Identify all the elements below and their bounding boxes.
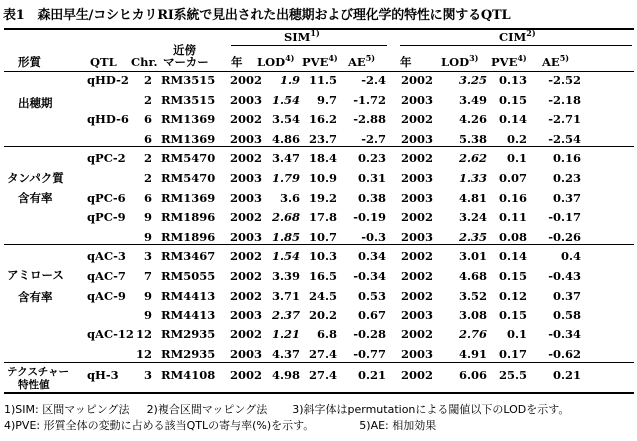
sim-ae-cell: -0.3 (361, 230, 386, 244)
group-rule-h (4, 362, 634, 363)
cim-ae-cell: 0.37 (552, 289, 581, 303)
qtl-cell: qAC-7 (87, 269, 126, 283)
sim-year-cell: 2002 (229, 289, 262, 303)
sim-ae-cell: 0.21 (357, 368, 386, 382)
marker-cell: RM3515 (161, 73, 216, 87)
sim-pve-header: PVE$^{4)}$ (302, 53, 338, 69)
cim-rule (400, 45, 632, 46)
cim-lod-cell: 5.38 (458, 132, 487, 146)
qtl-header: QTL (90, 55, 117, 69)
sim-year-cell: 2003 (229, 230, 262, 244)
sim-lod-cell: 4.86 (271, 132, 300, 146)
cim-lod-cell: 2.35 (458, 230, 487, 244)
chr-cell: 9 (143, 289, 152, 303)
chr-cell: 9 (143, 210, 152, 224)
cim-lod-cell: 2.62 (458, 151, 487, 165)
cim-pve-cell: 0.12 (498, 289, 527, 303)
marker-cell: RM5470 (161, 151, 216, 165)
note-line-1: 1)SIM: 区間マッピング法 2)複合区間マッピング法 3)斜字体はpermutationによる閾値以下のLODを示す。 (4, 403, 570, 416)
sim-ae-cell: -0.34 (353, 269, 386, 283)
cim-ae-cell: -2.52 (548, 73, 581, 87)
chr-cell: 2 (143, 93, 152, 107)
chr-cell: 2 (143, 151, 152, 165)
sim-pve-cell: 27.4 (308, 347, 337, 361)
sim-pve-cell: 10.9 (308, 171, 337, 185)
sim-lod-cell: 1.54 (271, 93, 300, 107)
cim-lod-cell: 3.24 (458, 210, 487, 224)
sim-lod-cell: 1.85 (271, 230, 300, 244)
cim-lod-header: LOD$^{3)}$ (441, 53, 479, 69)
chr-cell: 3 (143, 368, 152, 382)
sim-pve-cell: 16.5 (308, 269, 337, 283)
sim-lod-cell: 3.71 (271, 289, 300, 303)
sim-lod-cell: 1.9 (279, 73, 300, 87)
cim-ae-cell: -0.26 (548, 230, 581, 244)
sim-year-cell: 2003 (229, 191, 262, 205)
sim-ae-cell: 0.53 (357, 289, 386, 303)
sim-pve-cell: 17.8 (308, 210, 337, 224)
qtl-cell: qPC-2 (87, 151, 126, 165)
chr-cell: 7 (143, 269, 152, 283)
cim-pve-cell: 0.11 (498, 210, 527, 224)
sim-ae-cell: -1.72 (353, 93, 386, 107)
marker-header-top: 近傍 (173, 43, 196, 57)
sim-year-cell: 2002 (229, 151, 262, 165)
cim-year-cell: 2003 (400, 230, 433, 244)
sim-year-header: 年 (231, 55, 243, 69)
marker-cell: RM1369 (161, 132, 216, 146)
sim-pve-cell: 24.5 (308, 289, 337, 303)
sim-ae-cell: -2.4 (361, 73, 386, 87)
cim-ae-cell: -0.62 (548, 347, 581, 361)
cim-ae-cell: -0.43 (548, 269, 581, 283)
cim-ae-cell: 0.23 (552, 171, 581, 185)
sim-pve-cell: 18.4 (308, 151, 337, 165)
trait-heading-date: 出穂期 (18, 96, 53, 110)
sim-lod-cell: 3.6 (279, 191, 300, 205)
cim-ae-cell: 0.21 (552, 368, 581, 382)
qtl-cell: qPC-6 (87, 191, 126, 205)
qtl-cell: qAC-3 (87, 249, 126, 263)
cim-year-cell: 2002 (400, 249, 433, 263)
sim-ae-cell: -0.28 (353, 327, 386, 341)
cim-lod-cell: 3.08 (458, 308, 487, 322)
qtl-cell: qAC-9 (87, 289, 126, 303)
bottom-rule (4, 392, 634, 394)
trait-protein-2: 含有率 (18, 191, 53, 205)
cim-ae-cell: 0.4 (560, 249, 581, 263)
chr-cell: 12 (135, 347, 152, 361)
chr-cell: 6 (143, 191, 152, 205)
sim-ae-cell: -0.77 (353, 347, 386, 361)
cim-year-cell: 2002 (400, 210, 433, 224)
table-title: 表1 森田早生/コシヒカリRI系統で見出された出穂期および理化学的特性に関するQTL (3, 8, 511, 23)
cim-pve-cell: 0.13 (498, 73, 527, 87)
qtl-cell: qHD-2 (87, 73, 129, 87)
chr-cell: 2 (143, 171, 152, 185)
cim-ae-cell: -2.54 (548, 132, 581, 146)
cim-header: CIM$^{2)}$ (499, 28, 536, 44)
sim-lod-cell: 1.21 (271, 327, 300, 341)
sim-year-cell: 2002 (229, 249, 262, 263)
cim-year-cell: 2002 (400, 269, 433, 283)
cim-pve-cell: 0.08 (498, 230, 527, 244)
marker-header-bottom: マーカー (163, 55, 209, 69)
sim-pve-cell: 20.2 (308, 308, 337, 322)
sim-year-cell: 2002 (229, 327, 262, 341)
cim-ae-cell: 0.58 (552, 308, 581, 322)
cim-ae-cell: -2.18 (548, 93, 581, 107)
cim-pve-cell: 0.2 (506, 132, 527, 146)
sim-lod-cell: 4.98 (271, 368, 300, 382)
sim-year-cell: 2003 (229, 93, 262, 107)
marker-cell: RM2935 (161, 327, 216, 341)
marker-cell: RM2935 (161, 347, 216, 361)
chr-cell: 6 (143, 112, 152, 126)
sim-ae-cell: 0.23 (357, 151, 386, 165)
cim-year-cell: 2003 (400, 347, 433, 361)
cim-lod-cell: 3.01 (458, 249, 487, 263)
sim-rule (231, 45, 387, 46)
sim-year-cell: 2002 (229, 73, 262, 87)
cim-pve-cell: 0.17 (498, 347, 527, 361)
sim-pve-cell: 27.4 (308, 368, 337, 382)
qtl-cell: qH-3 (87, 368, 119, 382)
qtl-cell: qAC-12 (87, 327, 134, 341)
cim-pve-cell: 0.16 (498, 191, 527, 205)
trait-header: 形質 (18, 55, 41, 69)
sim-lod-cell: 4.37 (271, 347, 300, 361)
chr-cell: 9 (143, 308, 152, 322)
trait-protein-1: タンパク質 (7, 171, 64, 185)
qtl-cell: qPC-9 (87, 210, 126, 224)
cim-ae-header: AE$^{5)}$ (542, 53, 570, 69)
chr-cell: 9 (143, 230, 152, 244)
cim-pve-cell: 0.15 (498, 269, 527, 283)
cim-year-cell: 2003 (400, 132, 433, 146)
sim-ae-cell: -2.88 (353, 112, 386, 126)
sim-year-cell: 2003 (229, 132, 262, 146)
cim-year-cell: 2002 (400, 368, 433, 382)
trait-texture-2: 特性値 (18, 379, 50, 391)
cim-pve-cell: 0.15 (498, 308, 527, 322)
header-rule (4, 71, 634, 72)
cim-lod-cell: 4.91 (458, 347, 487, 361)
cim-year-cell: 2003 (400, 93, 433, 107)
sim-pve-cell: 10.7 (308, 230, 337, 244)
note-line-2: 4)PVE: 形質全体の変動に占める該当QTLの寄与率(%)を示す。 5)AE: 相加効果 (4, 419, 437, 432)
cim-ae-cell: -0.34 (548, 327, 581, 341)
cim-lod-cell: 6.06 (458, 368, 487, 382)
cim-pve-cell: 0.14 (498, 249, 527, 263)
sim-ae-cell: -0.19 (353, 210, 386, 224)
cim-pve-header: PVE$^{4)}$ (491, 53, 527, 69)
cim-year-cell: 2003 (400, 191, 433, 205)
marker-cell: RM4413 (161, 289, 216, 303)
cim-year-cell: 2002 (400, 73, 433, 87)
sim-ae-header: AE$^{5)}$ (348, 53, 376, 69)
sim-lod-cell: 2.68 (271, 210, 300, 224)
sim-pve-cell: 23.7 (308, 132, 337, 146)
cim-pve-cell: 0.15 (498, 93, 527, 107)
sim-pve-cell: 6.8 (316, 327, 337, 341)
cim-lod-cell: 2.76 (458, 327, 487, 341)
trait-amylose-1: アミロース (7, 268, 64, 282)
chr-cell: 2 (143, 73, 152, 87)
cim-lod-cell: 3.52 (458, 289, 487, 303)
group-rule-pc (4, 146, 634, 147)
cim-year-cell: 2002 (400, 112, 433, 126)
sim-year-cell: 2003 (229, 171, 262, 185)
sim-pve-cell: 10.3 (308, 249, 337, 263)
cim-pve-cell: 0.1 (506, 327, 527, 341)
cim-lod-cell: 4.81 (458, 191, 487, 205)
sim-lod-cell: 3.47 (271, 151, 300, 165)
sim-lod-header: LOD$^{4)}$ (257, 53, 295, 69)
chr-header: Chr. (131, 55, 158, 69)
cim-pve-cell: 0.1 (506, 151, 527, 165)
cim-year-cell: 2002 (400, 151, 433, 165)
sim-ae-cell: 0.31 (357, 171, 386, 185)
marker-cell: RM1896 (161, 210, 216, 224)
sim-ae-cell: 0.34 (357, 249, 386, 263)
cim-pve-cell: 0.14 (498, 112, 527, 126)
sim-lod-cell: 2.37 (271, 308, 300, 322)
cim-pve-cell: 25.5 (498, 368, 527, 382)
marker-cell: RM1369 (161, 112, 216, 126)
cim-ae-cell: 0.37 (552, 191, 581, 205)
cim-lod-cell: 3.25 (458, 73, 487, 87)
cim-year-header: 年 (400, 55, 412, 69)
sim-pve-cell: 19.2 (308, 191, 337, 205)
sim-lod-cell: 3.54 (271, 112, 300, 126)
qtl-cell: qHD-6 (87, 112, 129, 126)
sim-ae-cell: 0.38 (357, 191, 386, 205)
cim-lod-cell: 1.33 (458, 171, 487, 185)
marker-cell: RM5470 (161, 171, 216, 185)
marker-cell: RM3515 (161, 93, 216, 107)
sim-year-cell: 2003 (229, 308, 262, 322)
marker-cell: RM4108 (161, 368, 216, 382)
cim-ae-cell: 0.16 (552, 151, 581, 165)
cim-lod-cell: 4.26 (458, 112, 487, 126)
sim-lod-cell: 1.54 (271, 249, 300, 263)
marker-cell: RM1369 (161, 191, 216, 205)
trait-amylose-2: 含有率 (18, 290, 53, 304)
cim-year-cell: 2002 (400, 289, 433, 303)
chr-cell: 3 (143, 249, 152, 263)
sim-year-cell: 2002 (229, 368, 262, 382)
cim-ae-cell: -2.71 (548, 112, 581, 126)
group-rule-ac (4, 244, 634, 245)
cim-lod-cell: 4.68 (458, 269, 487, 283)
sim-header: SIM$^{1)}$ (284, 28, 320, 44)
cim-year-cell: 2003 (400, 308, 433, 322)
sim-lod-cell: 1.79 (271, 171, 300, 185)
sim-ae-cell: -2.7 (361, 132, 386, 146)
chr-cell: 12 (135, 327, 152, 341)
sim-year-cell: 2003 (229, 347, 262, 361)
sim-lod-cell: 3.39 (271, 269, 300, 283)
cim-lod-cell: 3.49 (458, 93, 487, 107)
chr-cell: 6 (143, 132, 152, 146)
marker-cell: RM5055 (161, 269, 216, 283)
marker-cell: RM4413 (161, 308, 216, 322)
cim-pve-cell: 0.07 (498, 171, 527, 185)
marker-cell: RM1896 (161, 230, 216, 244)
cim-ae-cell: -0.17 (548, 210, 581, 224)
sim-year-cell: 2002 (229, 112, 262, 126)
sim-year-cell: 2002 (229, 210, 262, 224)
cim-year-cell: 2002 (400, 327, 433, 341)
cim-year-cell: 2003 (400, 171, 433, 185)
trait-texture-1: テクスチャー (7, 366, 69, 378)
sim-pve-cell: 9.7 (316, 93, 337, 107)
sim-year-cell: 2002 (229, 269, 262, 283)
sim-ae-cell: 0.67 (357, 308, 386, 322)
sim-pve-cell: 11.5 (308, 73, 337, 87)
sim-pve-cell: 16.2 (308, 112, 337, 126)
marker-cell: RM3467 (161, 249, 216, 263)
